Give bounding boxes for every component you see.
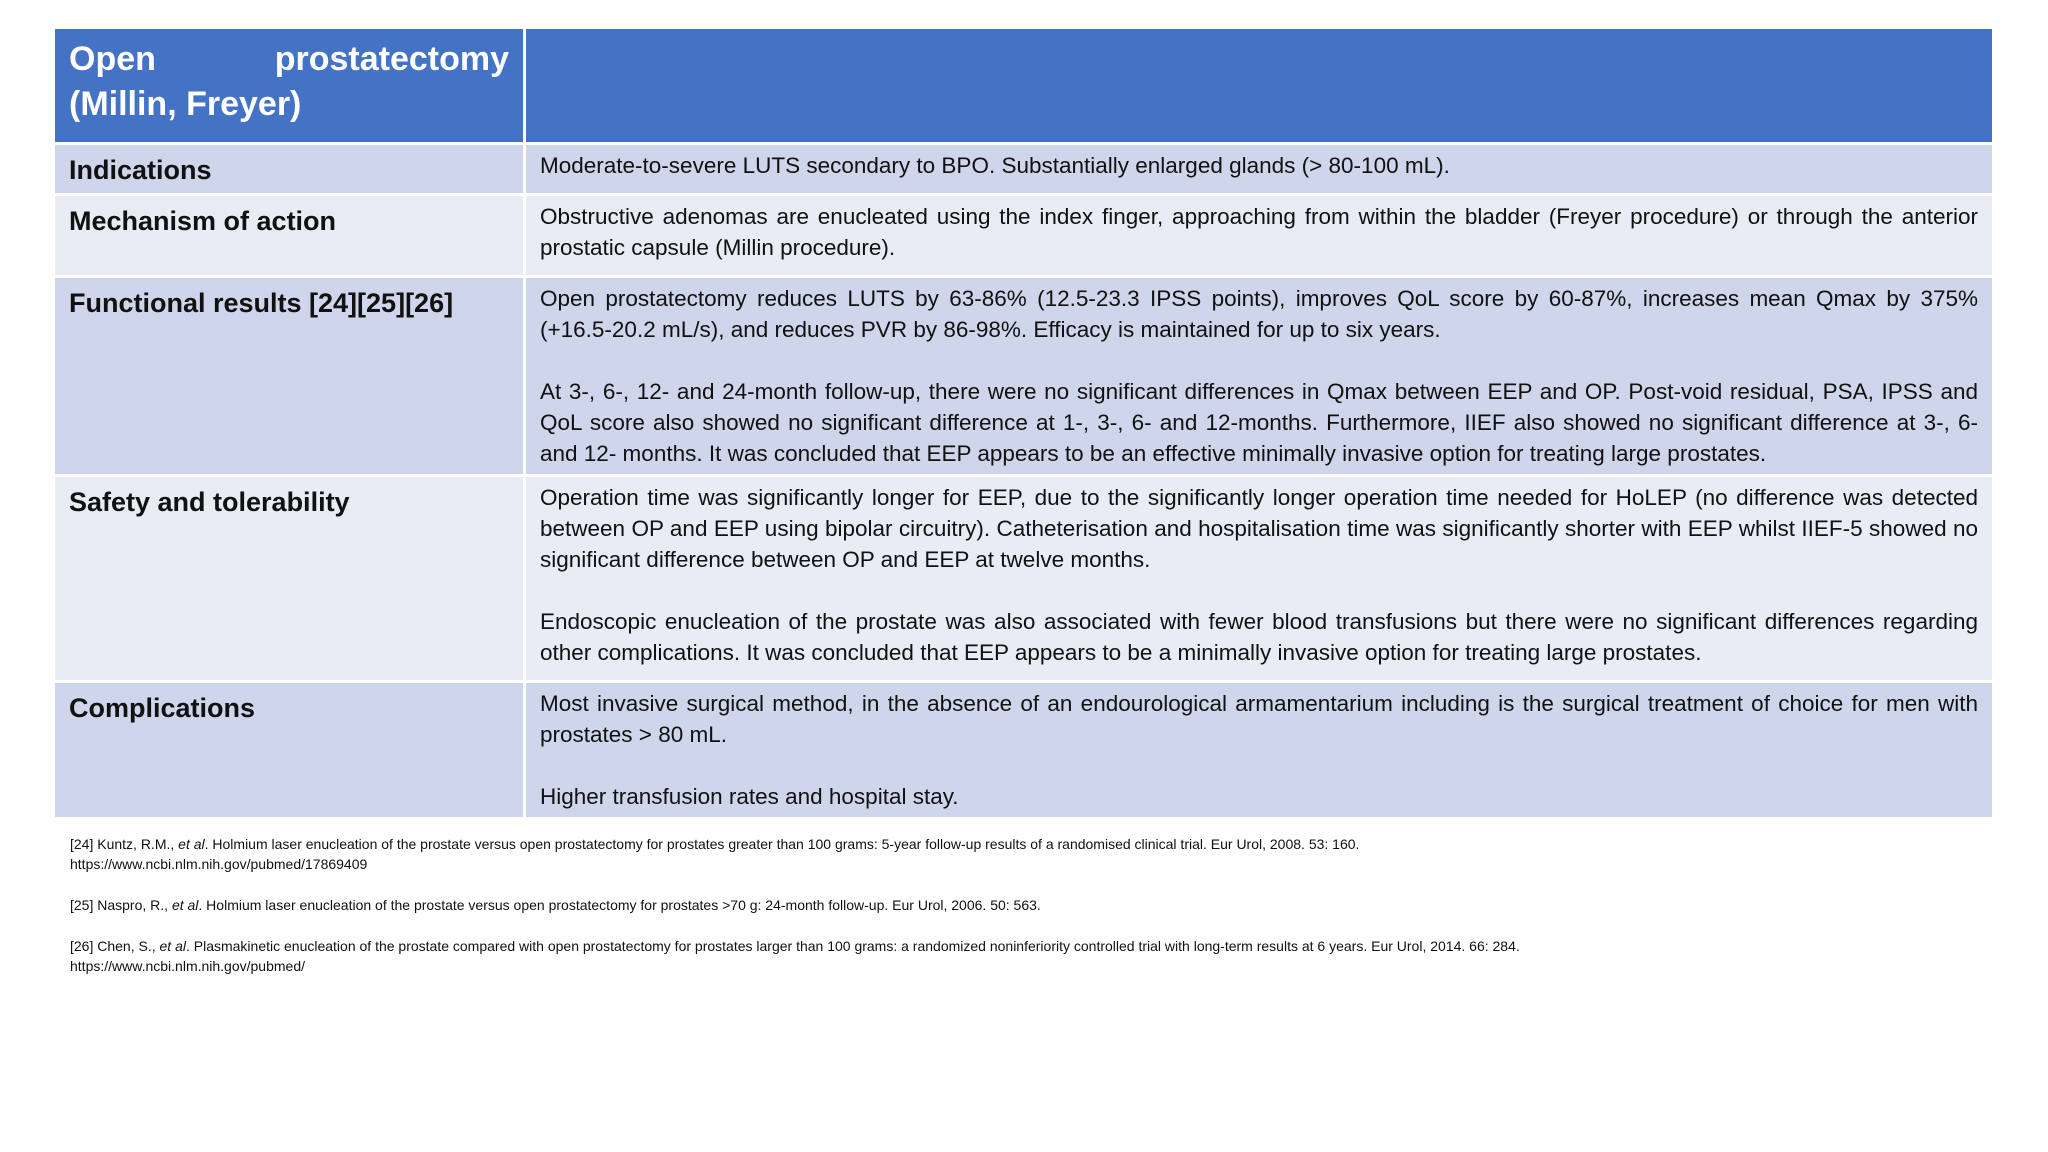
row-content-safety <box>526 477 1992 683</box>
paragraph: Most invasive surgical method, in the absence of an endourological armamentarium including is the surgical treatment of choice for men with prostates > 80 mL. <box>540 691 1978 747</box>
row-content-mechanism <box>526 196 1992 278</box>
table-title: Open prostatectomy (Millin, Freyer) <box>55 29 526 145</box>
row-content-functional-results <box>526 278 1992 477</box>
reference-text: . Holmium laser enucleation of the prostate versus open prostatectomy for prostates >70 g: 24-month follow-up. Eur Urol, 2006. 50: 563. <box>198 897 1041 913</box>
reference-prefix: [26] Chen, S., <box>70 938 160 954</box>
table-header-right <box>526 29 1992 145</box>
reference-25 <box>70 895 1924 915</box>
reference-26 <box>70 936 1924 976</box>
row-content-complications <box>526 683 1992 820</box>
reference-prefix: [25] Naspro, R., <box>70 897 172 913</box>
paragraph: Higher transfusion rates and hospital stay. <box>540 784 959 809</box>
reference-etal: et al <box>178 836 205 852</box>
reference-24 <box>70 834 1924 874</box>
reference-text: . Holmium laser enucleation of the prostate versus open prostatectomy for prostates greater than 100 grams: 5-year follow-up results of a randomised clinical trial. Eur Urol, 2008. 53: 160. <box>204 836 1360 852</box>
reference-url[interactable]: https://www.ncbi.nlm.nih.gov/pubmed/ <box>70 958 306 974</box>
row-label-functional-results: Functional results [24][25][26] <box>55 278 526 477</box>
reference-text: . Plasmakinetic enucleation of the prostate compared with open prostatectomy for prostates larger than 100 grams: a randomized noninferiority controlled trial with long-term results at 6 years. Eur Urol, 2014. 66: 284. <box>185 938 1520 954</box>
paragraph: Obstructive adenomas are enucleated using the index finger, approaching from within the bladder (Freyer procedure) or through the anterior prostatic capsule (Millin procedure). <box>540 204 1978 260</box>
paragraph: Endoscopic enucleation of the prostate was also associated with fewer blood transfusions but there were no significant differences regarding other complications. It was concluded that EEP appears to be a minimally invasive option for treating large prostates. <box>540 609 1978 665</box>
references <box>70 834 1924 997</box>
paragraph: Operation time was significantly longer for EEP, due to the significantly longer operation time needed for HoLEP (no difference was detected between OP and EEP using bipolar circuitry). Catheterisation and hospitalisation time was significantly shorter with EEP whilst IIEF-5 showed no significant difference between OP and EEP at twelve months. <box>540 485 1978 572</box>
paragraph: Moderate-to-severe LUTS secondary to BPO. Substantially enlarged glands (> 80-100 mL). <box>540 153 1450 178</box>
row-label-mechanism: Mechanism of action <box>55 196 526 278</box>
reference-prefix: [24] Kuntz, R.M., <box>70 836 179 852</box>
row-label-indications: Indications <box>55 145 526 196</box>
row-content-indications <box>526 145 1992 196</box>
procedure-table <box>55 29 1992 820</box>
paragraph: Open prostatectomy reduces LUTS by 63-86% (12.5-23.3 IPSS points), improves QoL score by 60-87%, increases mean Qmax by 375% (+16.5-20.2 mL/s), and reduces PVR by 86-98%. Efficacy is maintained for up to six years. <box>540 286 1978 342</box>
reference-url[interactable]: https://www.ncbi.nlm.nih.gov/pubmed/17869409 <box>70 856 368 872</box>
row-label-safety: Safety and tolerability <box>55 477 526 683</box>
reference-etal: et al <box>171 897 199 913</box>
reference-etal: et al <box>159 938 186 954</box>
paragraph: At 3-, 6-, 12- and 24-month follow-up, there were no significant differences in Qmax between EEP and OP. Post-void residual, PSA, IPSS and QoL score also showed no significant difference at 1-, 3-, 6- and 12-months. Furthermore, IIEF also showed no significant difference at 3-, 6- and 12- months. It was concluded that EEP appears to be an effective minimally invasive option for treating large prostates. <box>540 379 1978 466</box>
row-label-complications: Complications <box>55 683 526 820</box>
